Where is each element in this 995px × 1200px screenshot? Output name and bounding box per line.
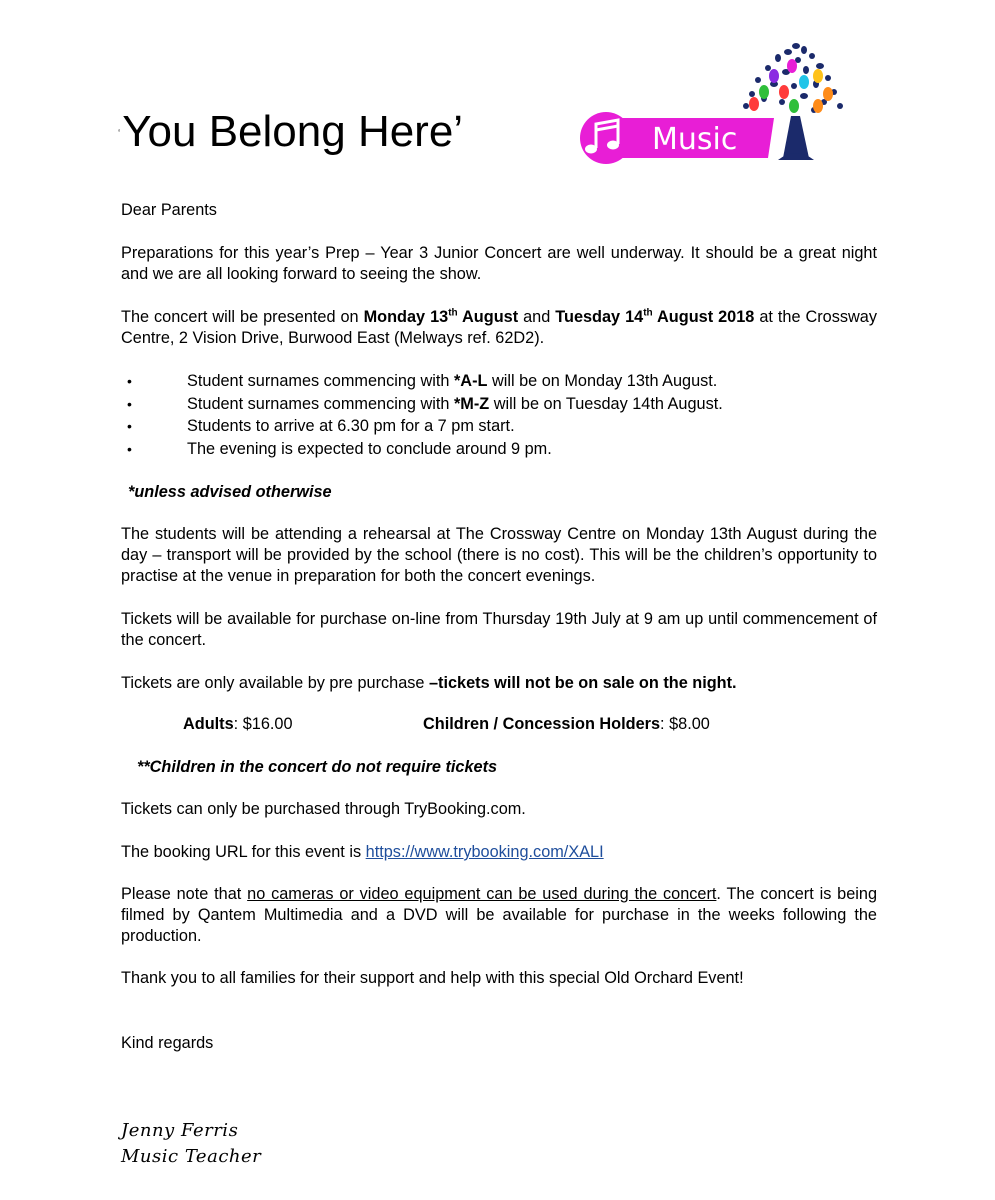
greeting: Dear Parents [121, 201, 217, 219]
closing: Kind regards [121, 1034, 214, 1052]
children-no-tickets-note: **Children in the concert do not require tickets [137, 758, 498, 776]
trybooking-paragraph: Tickets can only be purchased through TryBooking.com. [121, 800, 526, 818]
booking-link[interactable]: https://www.trybooking.com/XALI [365, 843, 604, 861]
concert-dates-paragraph: The concert will be presented on Monday 13th August and Tuesday 14th August 2018 at the Crossway Centre, 2 Vision Drive, Burwood East (Melways ref. 62D2). [121, 307, 877, 347]
list-item: • Student surnames commencing with *M-Z will be on Tuesday 14th August. [121, 394, 877, 417]
page-title [118, 106, 463, 160]
rehearsal-paragraph: The students will be attending a rehearsal at The Crossway Centre on Monday 13th August during the day – transport will be provided by the school (there is no cost). This will be the children’s opportunity to practise at the venue in preparation for both the concert evenings. [121, 525, 877, 585]
booking-url-paragraph: The booking URL for this event is https://www.trybooking.com/XALI [121, 843, 604, 861]
signature-name: Jenny Ferris [121, 1120, 239, 1141]
intro-paragraph: Preparations for this year’s Prep – Year 3 Junior Concert are well underway. It should be a great night and we are all looking forward to seeing the show. [121, 244, 877, 283]
list-item: • The evening is expected to conclude around 9 pm. [121, 439, 877, 462]
music-logo [578, 36, 858, 172]
pre-purchase-paragraph: Tickets are only available by pre purchase –tickets will not be on sale on the night. [121, 674, 737, 692]
ticket-prices [121, 714, 877, 736]
tickets-availability-paragraph: Tickets will be available for purchase on-line from Thursday 19th July at 9 am up until commencement of the concert. [121, 610, 877, 649]
camera-notice-paragraph: Please note that no cameras or video equipment can be used during the concert. The concert is being filmed by Qantem Multimedia and a DVD will be available for purchase in the weeks following the production. [121, 885, 878, 945]
letter-body [121, 200, 878, 1052]
children-price: Children / Concession Holders: $8.00 [423, 715, 710, 733]
schedule-list [121, 371, 877, 461]
list-item: • Students to arrive at 6.30 pm for a 7 pm start. [121, 416, 877, 439]
title-open-quote: ‘ [118, 128, 121, 140]
title-text: You Belong Here’ [122, 107, 464, 156]
list-item: • Student surnames commencing with *A-L will be on Monday 13th August. [121, 371, 877, 394]
signature-role: Music Teacher [121, 1146, 262, 1167]
unless-advised-note: *unless advised otherwise [128, 483, 332, 501]
logo-text: Music [652, 122, 738, 157]
signature [121, 1118, 261, 1170]
thank-you-paragraph: Thank you to all families for their support and help with this special Old Orchard Event! [121, 969, 744, 987]
adult-price: Adults: $16.00 [183, 715, 293, 733]
